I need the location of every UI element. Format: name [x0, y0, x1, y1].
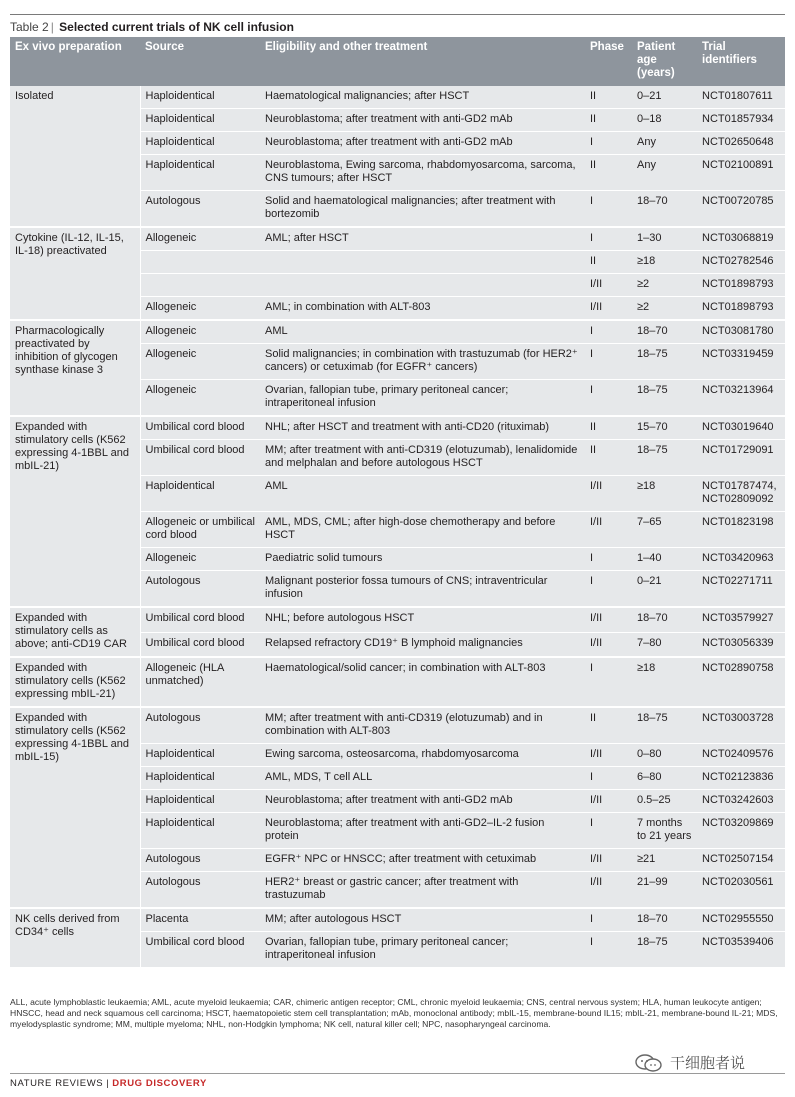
phase-cell: I — [585, 908, 632, 932]
source-cell: Umbilical cord blood — [140, 440, 260, 476]
phase-cell: I/II — [585, 632, 632, 657]
elig-cell: AML; after HSCT — [260, 227, 585, 251]
elig-cell: Neuroblastoma; after treatment with anti-GD2 mAb — [260, 132, 585, 155]
bottom-rule — [10, 1073, 785, 1074]
elig-cell: Haematological malignancies; after HSCT — [260, 86, 585, 109]
source-cell: Allogeneic — [140, 380, 260, 417]
age-cell: 18–70 — [632, 607, 697, 632]
elig-cell: AML — [260, 476, 585, 512]
source-cell: Haploidentical — [140, 790, 260, 813]
table-row — [10, 707, 785, 744]
title-separator: | — [50, 20, 54, 34]
table-number: Table 2 — [10, 20, 49, 34]
watermark-text: 干细胞者说 — [670, 1055, 746, 1072]
phase-cell: I/II — [585, 512, 632, 548]
id-cell: NCT02782546 — [697, 251, 785, 274]
phase-cell: I/II — [585, 790, 632, 813]
source-cell: Haploidentical — [140, 744, 260, 767]
source-cell: Haploidentical — [140, 132, 260, 155]
source-cell: Allogeneic — [140, 548, 260, 571]
id-cell: NCT02507154 — [697, 849, 785, 872]
elig-cell: Ovarian, fallopian tube, primary peritoneal cancer; intraperitoneal infusion — [260, 380, 585, 417]
elig-cell: HER2⁺ breast or gastric cancer; after treatment with trastuzumab — [260, 872, 585, 909]
source-cell: Umbilical cord blood — [140, 416, 260, 440]
prep-cell: NK cells derived from CD34⁺ cells — [10, 908, 140, 968]
phase-cell: I — [585, 571, 632, 608]
source-cell: Allogeneic or umbilical cord blood — [140, 512, 260, 548]
source-cell: Haploidentical — [140, 155, 260, 191]
source-cell: Haploidentical — [140, 109, 260, 132]
age-cell: 0–18 — [632, 109, 697, 132]
age-cell: 0–21 — [632, 571, 697, 608]
id-cell: NCT01787474, NCT02809092 — [697, 476, 785, 512]
age-cell: ≥18 — [632, 657, 697, 707]
phase-cell: I — [585, 320, 632, 344]
id-cell: NCT03420963 — [697, 548, 785, 571]
header-trial-id: Trial identifiers — [697, 37, 785, 86]
age-cell: 6–80 — [632, 767, 697, 790]
id-cell: NCT03068819 — [697, 227, 785, 251]
elig-cell — [260, 274, 585, 297]
age-cell: Any — [632, 155, 697, 191]
table-row — [10, 227, 785, 251]
phase-cell: I — [585, 767, 632, 790]
phase-cell: II — [585, 109, 632, 132]
elig-cell: MM; after treatment with anti-CD319 (elotuzumab) and in combination with ALT-803 — [260, 707, 585, 744]
id-cell: NCT01807611 — [697, 86, 785, 109]
elig-cell: EGFR⁺ NPC or HNSCC; after treatment with cetuximab — [260, 849, 585, 872]
age-cell: 18–70 — [632, 191, 697, 228]
phase-cell: I/II — [585, 872, 632, 909]
phase-cell: I — [585, 380, 632, 417]
source-cell: Allogeneic (HLA unmatched) — [140, 657, 260, 707]
age-cell: 21–99 — [632, 872, 697, 909]
id-cell: NCT01857934 — [697, 109, 785, 132]
elig-cell: AML — [260, 320, 585, 344]
elig-cell: Neuroblastoma; after treatment with anti-GD2–IL-2 fusion protein — [260, 813, 585, 849]
elig-cell: Ovarian, fallopian tube, primary peritoneal cancer; intraperitoneal infusion — [260, 932, 585, 969]
elig-cell: Ewing sarcoma, osteosarcoma, rhabdomyosarcoma — [260, 744, 585, 767]
table-row — [10, 86, 785, 109]
id-cell: NCT02409576 — [697, 744, 785, 767]
prep-cell: Expanded with stimulatory cells (K562 expressing 4-1BBL and mbIL-21) — [10, 416, 140, 607]
age-cell: 18–75 — [632, 380, 697, 417]
wechat-icon — [634, 1053, 664, 1073]
prep-cell: Expanded with stimulatory cells (K562 expressing mbIL-21) — [10, 657, 140, 707]
elig-cell: AML, MDS, CML; after high-dose chemotherapy and before HSCT — [260, 512, 585, 548]
age-cell: ≥2 — [632, 274, 697, 297]
phase-cell: I — [585, 657, 632, 707]
phase-cell: II — [585, 251, 632, 274]
prep-cell: Cytokine (IL-12, IL-15, IL-18) preactivated — [10, 227, 140, 320]
id-cell: NCT01898793 — [697, 274, 785, 297]
trials-table — [10, 37, 785, 969]
journal-name — [10, 1078, 207, 1089]
header-phase: Phase — [585, 37, 632, 86]
source-cell: Haploidentical — [140, 813, 260, 849]
id-cell: NCT02100891 — [697, 155, 785, 191]
age-cell: 0.5–25 — [632, 790, 697, 813]
elig-cell: Neuroblastoma; after treatment with anti-GD2 mAb — [260, 109, 585, 132]
age-cell: 18–70 — [632, 908, 697, 932]
id-cell: NCT03209869 — [697, 813, 785, 849]
age-cell: 7 months to 21 years — [632, 813, 697, 849]
age-cell: ≥2 — [632, 297, 697, 321]
id-cell: NCT02955550 — [697, 908, 785, 932]
id-cell: NCT02890758 — [697, 657, 785, 707]
age-cell: ≥18 — [632, 476, 697, 512]
source-cell: Umbilical cord blood — [140, 932, 260, 969]
elig-cell: NHL; after HSCT and treatment with anti-CD20 (rituximab) — [260, 416, 585, 440]
source-cell: Umbilical cord blood — [140, 632, 260, 657]
age-cell: 1–30 — [632, 227, 697, 251]
age-cell: 18–75 — [632, 932, 697, 969]
elig-cell: Neuroblastoma, Ewing sarcoma, rhabdomyosarcoma, sarcoma, CNS tumours; after HSCT — [260, 155, 585, 191]
source-cell: Autologous — [140, 191, 260, 228]
phase-cell: I — [585, 548, 632, 571]
id-cell: NCT02030561 — [697, 872, 785, 909]
age-cell: 18–75 — [632, 707, 697, 744]
journal-separator: | — [106, 1078, 110, 1089]
age-cell: 1–40 — [632, 548, 697, 571]
age-cell: 0–80 — [632, 744, 697, 767]
age-cell: Any — [632, 132, 697, 155]
elig-cell: AML, MDS, T cell ALL — [260, 767, 585, 790]
phase-cell: II — [585, 707, 632, 744]
source-cell: Autologous — [140, 872, 260, 909]
id-cell: NCT02650648 — [697, 132, 785, 155]
elig-cell: Paediatric solid tumours — [260, 548, 585, 571]
phase-cell: I — [585, 227, 632, 251]
phase-cell: I/II — [585, 849, 632, 872]
table-row — [10, 320, 785, 344]
table-body — [10, 86, 785, 968]
elig-cell: AML; in combination with ALT-803 — [260, 297, 585, 321]
id-cell: NCT03019640 — [697, 416, 785, 440]
source-cell — [140, 251, 260, 274]
source-cell — [140, 274, 260, 297]
id-cell: NCT03242603 — [697, 790, 785, 813]
id-cell: NCT03081780 — [697, 320, 785, 344]
elig-cell: Relapsed refractory CD19⁺ B lymphoid malignancies — [260, 632, 585, 657]
age-cell: 18–75 — [632, 440, 697, 476]
id-cell: NCT02123836 — [697, 767, 785, 790]
elig-cell — [260, 251, 585, 274]
header-prep: Ex vivo preparation — [10, 37, 140, 86]
id-cell: NCT02271711 — [697, 571, 785, 608]
table-row — [10, 908, 785, 932]
id-cell: NCT00720785 — [697, 191, 785, 228]
age-cell: 15–70 — [632, 416, 697, 440]
table-row — [10, 657, 785, 707]
header-source: Source — [140, 37, 260, 86]
source-cell: Haploidentical — [140, 767, 260, 790]
elig-cell: NHL; before autologous HSCT — [260, 607, 585, 632]
id-cell: NCT03056339 — [697, 632, 785, 657]
phase-cell: I — [585, 191, 632, 228]
elig-cell: Neuroblastoma; after treatment with anti-GD2 mAb — [260, 790, 585, 813]
table-title-text: Selected current trials of NK cell infusion — [59, 20, 294, 34]
prep-cell: Expanded with stimulatory cells (K562 expressing 4-1BBL and mbIL-15) — [10, 707, 140, 908]
id-cell: NCT01898793 — [697, 297, 785, 321]
source-cell: Allogeneic — [140, 227, 260, 251]
age-cell: 18–75 — [632, 344, 697, 380]
elig-cell: MM; after autologous HSCT — [260, 908, 585, 932]
journal-name-right: DRUG DISCOVERY — [112, 1078, 207, 1089]
phase-cell: II — [585, 86, 632, 109]
journal-name-left: NATURE REVIEWS — [10, 1078, 104, 1089]
table-title — [10, 14, 785, 34]
elig-cell: Solid malignancies; in combination with trastuzumab (for HER2⁺ cancers) or cetuximab (for EGFR⁺ cancers) — [260, 344, 585, 380]
source-cell: Autologous — [140, 707, 260, 744]
phase-cell: I — [585, 132, 632, 155]
header-age: Patient age (years) — [632, 37, 697, 86]
phase-cell: I/II — [585, 297, 632, 321]
id-cell: NCT01729091 — [697, 440, 785, 476]
id-cell: NCT03319459 — [697, 344, 785, 380]
elig-cell: Malignant posterior fossa tumours of CNS; intraventricular infusion — [260, 571, 585, 608]
id-cell: NCT03213964 — [697, 380, 785, 417]
phase-cell: I/II — [585, 274, 632, 297]
phase-cell: I/II — [585, 607, 632, 632]
age-cell: 7–65 — [632, 512, 697, 548]
table-row — [10, 607, 785, 632]
table-header-row — [10, 37, 785, 86]
source-cell: Placenta — [140, 908, 260, 932]
source-cell: Haploidentical — [140, 86, 260, 109]
phase-cell: I/II — [585, 744, 632, 767]
table-row — [10, 416, 785, 440]
source-cell: Autologous — [140, 849, 260, 872]
elig-cell: MM; after treatment with anti-CD319 (elotuzumab), lenalidomide and melphalan and before autologous HSCT — [260, 440, 585, 476]
phase-cell: II — [585, 155, 632, 191]
prep-cell: Expanded with stimulatory cells as above; anti-CD19 CAR — [10, 607, 140, 657]
age-cell: 18–70 — [632, 320, 697, 344]
id-cell: NCT03003728 — [697, 707, 785, 744]
age-cell: 7–80 — [632, 632, 697, 657]
phase-cell: I/II — [585, 476, 632, 512]
prep-cell: Pharmacologically preactivated by inhibition of glycogen synthase kinase 3 — [10, 320, 140, 416]
source-cell: Umbilical cord blood — [140, 607, 260, 632]
phase-cell: II — [585, 416, 632, 440]
elig-cell: Solid and haematological malignancies; after treatment with bortezomib — [260, 191, 585, 228]
phase-cell: I — [585, 932, 632, 969]
phase-cell: I — [585, 344, 632, 380]
phase-cell: II — [585, 440, 632, 476]
elig-cell: Haematological/solid cancer; in combination with ALT-803 — [260, 657, 585, 707]
source-cell: Autologous — [140, 571, 260, 608]
source-cell: Allogeneic — [140, 344, 260, 380]
source-cell: Allogeneic — [140, 320, 260, 344]
id-cell: NCT01823198 — [697, 512, 785, 548]
id-cell: NCT03579927 — [697, 607, 785, 632]
prep-cell: Isolated — [10, 86, 140, 227]
id-cell: NCT03539406 — [697, 932, 785, 969]
phase-cell: I — [585, 813, 632, 849]
source-cell: Allogeneic — [140, 297, 260, 321]
age-cell: ≥18 — [632, 251, 697, 274]
age-cell: ≥21 — [632, 849, 697, 872]
watermark — [634, 1052, 745, 1073]
footnote: ALL, acute lymphoblastic leukaemia; AML, acute myeloid leukaemia; CAR, chimeric antigen receptor; CML, chronic myeloid leukaemia; CNS, central nervous system; HLA, human leukocyte antigen; HNSCC, head and neck squamous cell carcinoma; HSCT, haematopoietic stem cell transplantation; mAb, monoclonal antibody; mbIL-15, membrane-bound IL15; mbIL-21, membrane-bound IL-21; MDS, myelodysplastic syndrome; MM, multiple myeloma; NHL, non-Hodgkin lymphoma; NK cell, natural killer cell; NPC, nasopharyngeal carcinoma. — [10, 997, 778, 1029]
age-cell: 0–21 — [632, 86, 697, 109]
source-cell: Haploidentical — [140, 476, 260, 512]
header-eligibility: Eligibility and other treatment — [260, 37, 585, 86]
